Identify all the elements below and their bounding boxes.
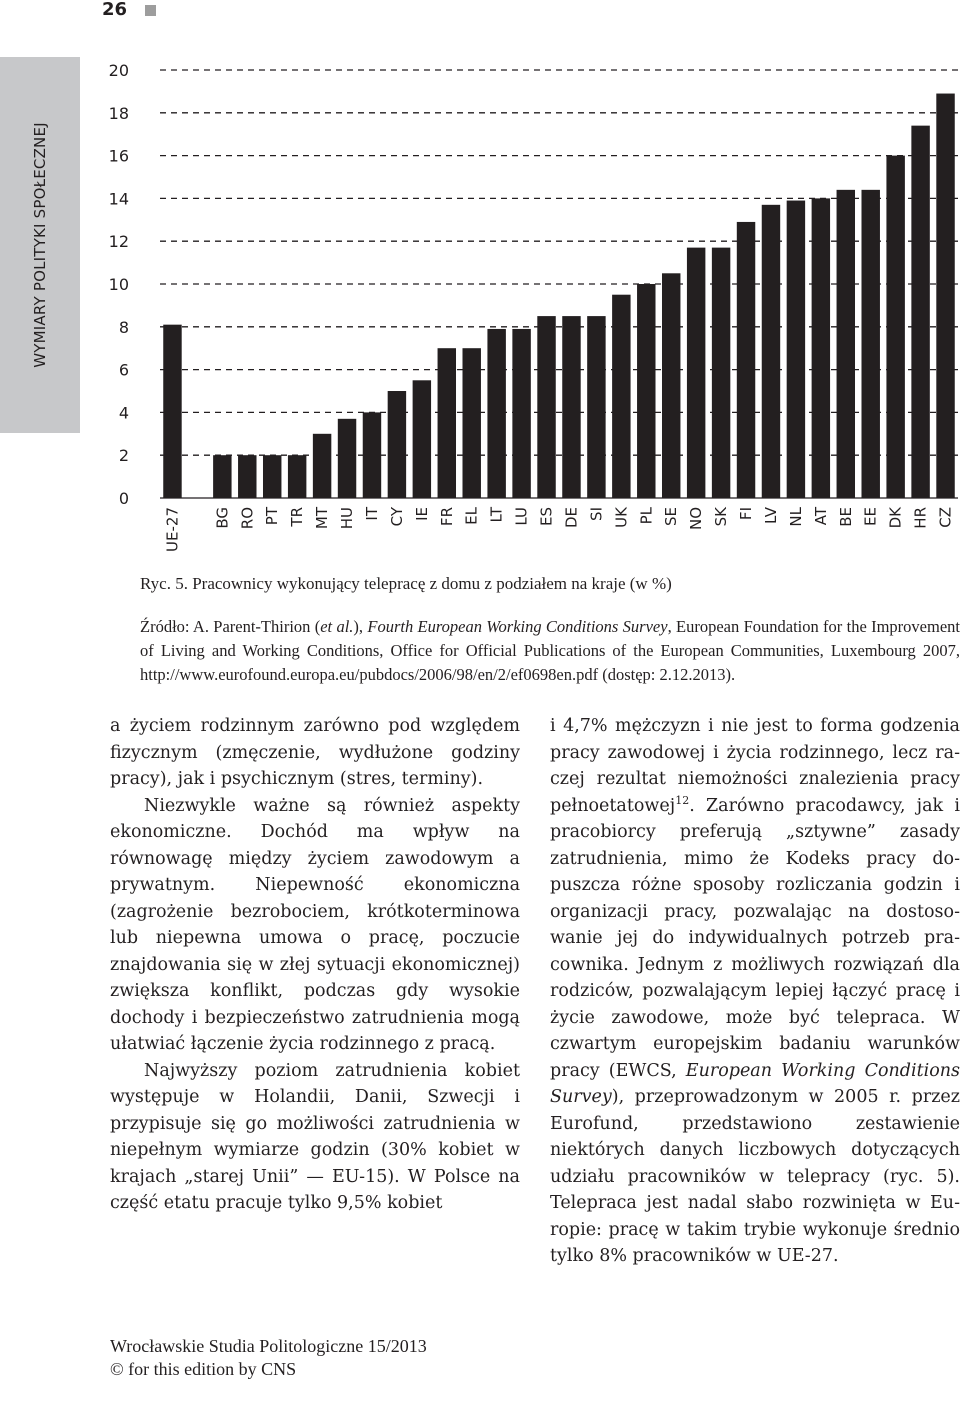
x-tick-label: LV — [761, 507, 780, 524]
source-prefix: Źródło: A. Parent-Thirion ( — [140, 617, 321, 636]
bar — [313, 434, 331, 498]
x-tick-label: CY — [387, 507, 406, 527]
bar — [612, 295, 630, 498]
bar — [238, 455, 256, 498]
bar — [837, 190, 855, 498]
header-square-marker — [145, 5, 156, 16]
y-tick-label: 18 — [108, 103, 129, 123]
source-etal: et al. — [320, 617, 354, 636]
body-column-left — [110, 713, 520, 1217]
bar — [936, 94, 954, 498]
y-tick-label: 4 — [118, 403, 129, 423]
x-tick-label: PT — [263, 507, 282, 526]
paragraph — [550, 713, 960, 1270]
x-tick-label: LT — [487, 507, 506, 523]
bar — [363, 412, 381, 498]
bar — [263, 455, 281, 498]
bar — [338, 419, 356, 498]
bar — [462, 348, 480, 498]
x-tick-label: UE-27 — [163, 507, 182, 552]
x-tick-label: LU — [512, 507, 531, 526]
x-tick-label: HU — [338, 507, 357, 530]
bar — [886, 156, 904, 498]
bar — [812, 198, 830, 498]
page-number: 26 — [102, 0, 128, 20]
x-tick-label: FR — [437, 507, 456, 527]
bar — [762, 205, 780, 498]
figure-title: Ryc. 5. Pracownicy wykonujący telepracę z domu z podziałem na kraje (w %) — [140, 574, 672, 593]
x-tick-label: NL — [786, 507, 805, 527]
bar — [662, 273, 680, 498]
x-tick-label: BG — [213, 507, 232, 529]
x-tick-label: NO — [687, 507, 706, 531]
x-tick-label: UK — [612, 507, 631, 528]
bar — [911, 126, 929, 498]
paragraph: a życiem rodzinnym zarówno pod względem fizycznym (zmęczenie, wydłużone godziny pracy), jak i psychicznym (stres, terminy). — [110, 716, 520, 789]
x-tick-label: PL — [637, 507, 656, 525]
bar — [562, 316, 580, 498]
bar — [637, 284, 655, 498]
y-tick-label: 20 — [108, 61, 129, 80]
journal-name: Wrocławskie Studia Politologiczne 15/2013 — [110, 1336, 427, 1356]
bar — [737, 222, 755, 498]
x-tick-label: TR — [288, 507, 307, 527]
y-tick-label: 8 — [118, 317, 129, 337]
body-column-right — [550, 713, 960, 1270]
bar — [587, 316, 605, 498]
source-rest: , European Foundation for the Improvement of Living and Working Conditions, Office for Official Publications of the European Communities, Luxembourg 2007, http://www.eurofound.europa.eu/pubdocs/2006/98/en/2/ef0698en.pdf (dostęp: 2.12.2013). — [140, 617, 960, 684]
x-tick-label: AT — [811, 507, 830, 526]
paragraph: Niezwykle ważne są również aspekty ekonomiczne. Dochód ma wpływ na równowagę między życiem zawodowym a prywatnym. Niepewność ekonomiczna (zagrożenie bezrobociem, krótkoterminowa lub niepewna umowa o pracę, poczucie znajdowania się w złej sytuacji ekonomicznej) zwiększa konflikt, podczas gdy wysokie dochody i bezpieczeństwo zatrudnienia mogą ułatwiać łączenie życia rodzinnego z pracą. — [110, 795, 520, 1054]
bar — [537, 316, 555, 498]
x-tick-label: MT — [313, 507, 332, 530]
y-tick-label: 10 — [108, 275, 129, 294]
bar — [288, 455, 306, 498]
bar — [487, 329, 505, 498]
footnote-ref[interactable]: 12 — [675, 793, 690, 807]
bar — [438, 348, 456, 498]
x-tick-label: IT — [362, 507, 381, 521]
x-tick-label: EE — [861, 507, 880, 526]
bar-chart — [100, 55, 960, 555]
bar — [687, 248, 705, 498]
bar — [512, 329, 530, 498]
x-tick-label: CZ — [936, 507, 955, 528]
side-tab — [0, 57, 80, 433]
x-tick-label: DK — [886, 507, 905, 529]
bar — [388, 391, 406, 498]
page-footer — [110, 1335, 427, 1381]
figure-source — [140, 615, 960, 687]
x-tick-label: SE — [662, 507, 681, 526]
paragraph-italic: European Working Conditions Survey — [550, 1060, 960, 1107]
y-tick-label: 14 — [108, 189, 129, 209]
y-tick-label: 6 — [118, 360, 129, 380]
x-tick-label: BE — [836, 507, 855, 527]
paragraph-text: . Zarówno pracodawcy, jak i pracobiorcy preferują „sztywne” zasady zatrudnienia, mimo że Kodeks pracy dopuszcza różne sposoby rozliczania godzin i organizacji pracy, pozwalając na dostosowanie jej do indywidualnych potrzeb pracownika. Jednym z możliwych rozwiązań dla rodziców, pozwalającym lepiej łączyć pracę i życie zawodowe, może być telepraca. W czwartym europejskim badaniu warunków pracy (EWCS, — [550, 795, 960, 1081]
x-tick-label: SK — [712, 507, 731, 527]
page-header — [0, 0, 960, 24]
y-tick-label: 16 — [108, 146, 129, 166]
x-tick-label: SI — [587, 507, 606, 521]
bar — [861, 190, 879, 498]
bar — [163, 325, 181, 498]
bar — [787, 201, 805, 498]
paragraph: Najwyższy poziom zatrudnienia kobiet występuje w Holandii, Danii, Szwecji i przypisuje się go możliwości zatrudnienia w niepełnym wymiarze godzin (30% kobiet w krajach „starej Unii” — EU-15). W Polsce na część etatu pracuje tylko 9,5% kobiet — [110, 1060, 520, 1213]
source-title: Fourth European Working Conditions Survey — [367, 617, 668, 636]
x-tick-label: HR — [911, 507, 930, 529]
x-tick-label: FI — [737, 507, 756, 521]
y-tick-label: 2 — [118, 446, 129, 466]
copyright: © for this edition by CNS — [110, 1359, 297, 1379]
side-tab-label: WYMIARY POLITYKI SPOŁECZNEJ — [31, 122, 49, 368]
bar — [413, 380, 431, 498]
x-tick-label: IE — [412, 507, 431, 521]
x-tick-label: EL — [462, 507, 481, 525]
bar — [213, 455, 231, 498]
source-mid: ), — [353, 617, 368, 636]
x-tick-label: RO — [238, 507, 257, 530]
bar — [712, 248, 730, 498]
paragraph-text: ), przeprowadzonym w 2005 r. przez Eurofund, przedstawiono zestawienie niektórych danych liczbowych dotyczących udziału pracowników w telepracy (ryc. 5). Telepraca jest nadal słabo rozwinięta w Europie: pracę w takim trybie wykonuje średnio tylko 8% pracowników w UE-27. — [550, 1087, 960, 1266]
x-tick-label: DE — [562, 507, 581, 529]
y-tick-label: 12 — [108, 232, 129, 252]
y-tick-label: 0 — [118, 489, 129, 508]
x-tick-label: ES — [537, 507, 556, 526]
paragraph-text: i 4,7% mężczyzn i nie jest to forma godzenia pracy zawodowej i życia rodzinnego, lecz raczej rezultat niemożności znalezienia pracy pełnoetatowej — [550, 716, 960, 816]
